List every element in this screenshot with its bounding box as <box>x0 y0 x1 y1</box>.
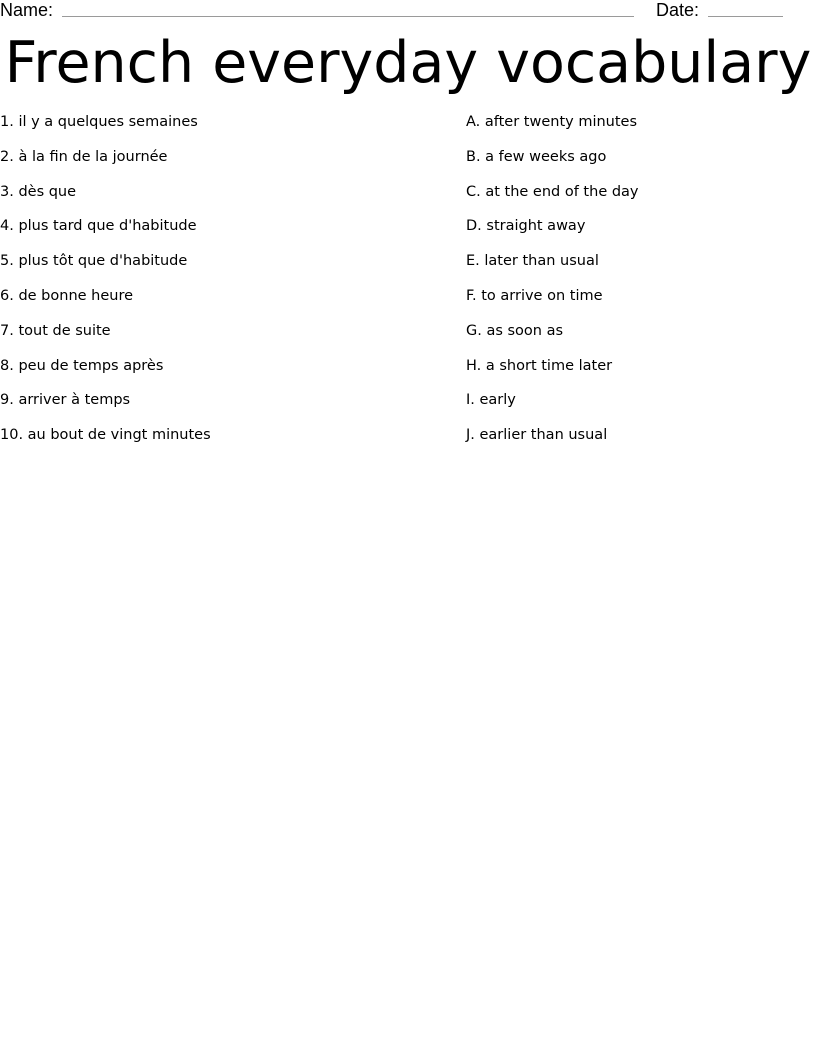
term-item: 7. tout de suite <box>0 322 111 339</box>
term-item: 2. à la fin de la journée <box>0 148 168 165</box>
term-item: 1. il y a quelques semaines <box>0 114 198 130</box>
definitions-list <box>466 112 806 460</box>
terms-list <box>0 112 440 460</box>
term-item: 4. plus tard que d'habitude <box>0 218 197 235</box>
definition-item: B. a few weeks ago <box>466 148 607 165</box>
definition-item: J. earlier than usual <box>466 427 608 444</box>
definition-item: D. straight away <box>466 218 586 235</box>
page-title: French everyday vocabulary <box>4 30 812 96</box>
term-item: 6. de bonne heure <box>0 287 134 304</box>
definition-item: I. early <box>466 392 516 409</box>
definition-item: H. a short time later <box>466 357 613 374</box>
worksheet-header <box>0 0 816 22</box>
date-blank-line[interactable] <box>708 16 783 17</box>
definition-item: C. at the end of the day <box>466 183 639 200</box>
term-item: 3. dès que <box>0 183 77 200</box>
term-item: 9. arriver à temps <box>0 392 131 409</box>
date-label: Date: <box>656 0 700 20</box>
name-blank-line[interactable] <box>62 16 634 17</box>
definition-item: A. after twenty minutes <box>466 114 638 130</box>
name-label: Name: <box>0 0 54 20</box>
term-item: 10. au bout de vingt minutes <box>0 427 211 444</box>
definition-item: F. to arrive on time <box>466 287 603 304</box>
definition-item: G. as soon as <box>466 322 564 339</box>
definition-item: E. later than usual <box>466 253 599 270</box>
term-item: 5. plus tôt que d'habitude <box>0 253 188 270</box>
term-item: 8. peu de temps après <box>0 357 164 374</box>
